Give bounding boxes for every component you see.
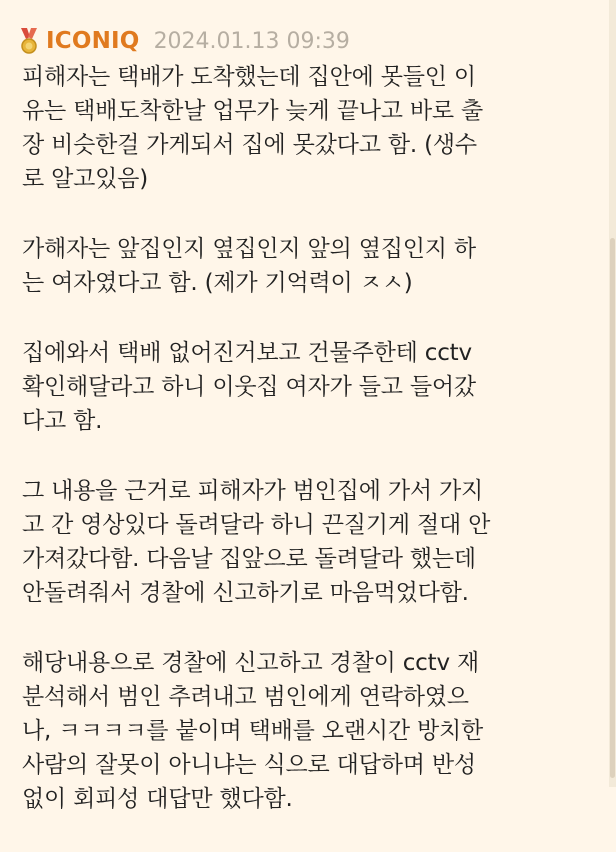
post-paragraph (22, 232, 594, 300)
post-text-line: 피해자는 택배가 도착했는데 집안에 못들인 이 (22, 64, 476, 90)
post-text-line: 안돌려줘서 경찰에 신고하기로 마음먹었다함. (22, 580, 469, 606)
post-text-line: 나, ㅋㅋㅋㅋ를 붙이며 택배를 오랜시간 방치한 (22, 718, 484, 744)
scrollbar-thumb[interactable] (610, 238, 615, 778)
post-text-line: 사람의 잘못이 아니냐는 식으로 대답하며 반성 (22, 752, 476, 778)
post-paragraph (22, 646, 594, 816)
post-text-line: 분석해서 범인 추려내고 범인에게 연락하였으 (22, 684, 469, 710)
post-paragraph (22, 60, 594, 196)
post-text-line: 없이 회피성 대답만 했다함. (22, 786, 293, 812)
post-text-line: 유는 택배도착한날 업무가 늦게 끝나고 바로 출 (22, 98, 484, 124)
post-paragraph (22, 336, 594, 438)
post-text-line: 확인해달라고 하니 이웃집 여자가 들고 들어갔 (22, 374, 476, 400)
post-body (22, 60, 594, 852)
post-date: 2024.01.13 09:39 (153, 28, 350, 54)
post-text-line: 가해자는 앞집인지 옆집인지 앞의 옆집인지 하 (22, 236, 476, 262)
scrollbar-track[interactable] (609, 0, 616, 787)
post-paragraph (22, 474, 594, 610)
post-text-line: 고 간 영상있다 돌려달라 하니 끈질기게 절대 안 (22, 512, 491, 538)
post-text-line: 는 여자였다고 함. (제가 기억력이 ㅈㅅ) (22, 270, 413, 296)
post-text-line: 해당내용으로 경찰에 신고하고 경찰이 cctv 재 (22, 650, 479, 676)
author-name[interactable]: ICONIQ (46, 28, 140, 54)
post-text-line: 로 알고있음) (22, 166, 148, 192)
post-header (18, 26, 350, 56)
post-text-line: 그 내용을 근거로 피해자가 범인집에 가서 가지 (22, 478, 484, 504)
post-text-line: 다고 함. (22, 408, 103, 434)
post-text-line: 집에와서 택배 없어진거보고 건물주한테 cctv (22, 340, 472, 366)
medal-icon (18, 27, 40, 55)
post-text-line: 가져갔다함. 다음날 집앞으로 돌려달라 했는데 (22, 546, 476, 572)
post-text-line: 장 비슷한걸 가게되서 집에 못갔다고 함. (생수 (22, 132, 477, 158)
